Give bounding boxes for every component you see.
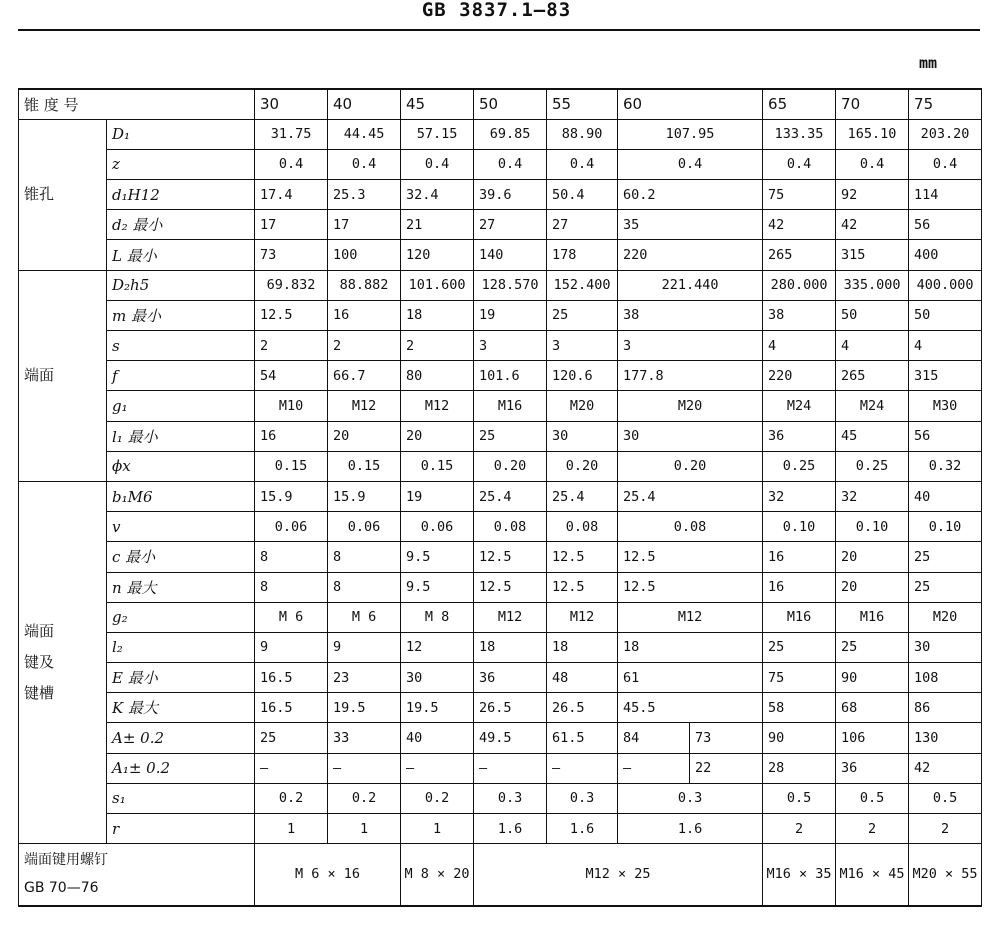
value-cell: 92: [836, 180, 909, 210]
parameter-label: L 最小: [107, 240, 255, 270]
column-header: 70: [836, 89, 909, 119]
value-cell: 203.20: [909, 119, 982, 149]
value-cell: 30: [401, 663, 474, 693]
value-cell: 30: [618, 421, 763, 451]
value-cell: 17: [328, 210, 401, 240]
screw-label: [19, 844, 255, 906]
table-row: [19, 391, 982, 421]
screw-spec-cell: M12 × 25: [474, 844, 763, 906]
value-cell: 48: [547, 663, 618, 693]
table-row: [19, 149, 982, 179]
parameter-label: c 最小: [107, 542, 255, 572]
value-cell: M12: [474, 602, 547, 632]
parameter-label: ϕx: [107, 451, 255, 481]
value-cell: 220: [763, 361, 836, 391]
parameter-label: f: [107, 361, 255, 391]
value-cell: 0.25: [836, 451, 909, 481]
value-cell: 25: [474, 421, 547, 451]
value-cell: 0.4: [328, 149, 401, 179]
value-cell: 25.4: [547, 481, 618, 511]
value-cell: M 6: [328, 602, 401, 632]
table-row: [19, 451, 982, 481]
value-cell: —: [474, 753, 547, 783]
value-cell: M 6: [255, 602, 328, 632]
parameter-label: d₂ 最小: [107, 210, 255, 240]
value-cell: 0.4: [836, 149, 909, 179]
value-cell: 18: [401, 300, 474, 330]
value-cell: 39.6: [474, 180, 547, 210]
parameter-label: d₁H12: [107, 180, 255, 210]
value-cell: 265: [836, 361, 909, 391]
value-cell: 0.15: [401, 451, 474, 481]
value-cell: 0.4: [255, 149, 328, 179]
value-cell: 73: [255, 240, 328, 270]
value-cell: 32: [836, 481, 909, 511]
group-label-line: 键及: [24, 653, 55, 672]
value-cell: 0.20: [618, 451, 763, 481]
value-cell: 38: [618, 300, 763, 330]
value-cell: 16: [328, 300, 401, 330]
value-cell: 130: [909, 723, 982, 753]
table-row: [19, 331, 982, 361]
value-cell: 0.25: [763, 451, 836, 481]
value-cell: 75: [763, 663, 836, 693]
value-cell: 0.10: [763, 512, 836, 542]
value-cell: 25: [909, 572, 982, 602]
value-cell: 9: [328, 632, 401, 662]
value-cell: 44.45: [328, 119, 401, 149]
value-cell: M 8: [401, 602, 474, 632]
value-cell: 26.5: [474, 693, 547, 723]
value-cell: 32.4: [401, 180, 474, 210]
value-cell: 16: [763, 542, 836, 572]
value-cell: 1.6: [474, 814, 547, 844]
value-cell: 106: [836, 723, 909, 753]
value-cell: 27: [474, 210, 547, 240]
value-cell: 8: [255, 572, 328, 602]
parameter-label: K 最大: [107, 693, 255, 723]
value-cell: 280.000: [763, 270, 836, 300]
screw-spec-cell: M 6 × 16: [255, 844, 401, 906]
value-cell: 68: [836, 693, 909, 723]
value-cell: M20: [618, 391, 763, 421]
value-cell: —: [547, 753, 618, 783]
value-cell: 16: [255, 421, 328, 451]
value-cell: 50: [836, 300, 909, 330]
column-header: 45: [401, 89, 474, 119]
parameter-label: z: [107, 149, 255, 179]
parameter-label: s₁: [107, 783, 255, 813]
value-cell: M12: [328, 391, 401, 421]
value-cell: 265: [763, 240, 836, 270]
table-row: [19, 602, 982, 632]
value-cell: 54: [255, 361, 328, 391]
group-label: 锥孔: [19, 119, 107, 270]
value-cell: M30: [909, 391, 982, 421]
value-cell: 36: [474, 663, 547, 693]
value-cell: 56: [909, 421, 982, 451]
value-cell: 20: [836, 542, 909, 572]
value-cell: 12: [401, 632, 474, 662]
value-cell: 8: [328, 542, 401, 572]
value-cell: 32: [763, 481, 836, 511]
value-cell: 20: [328, 421, 401, 451]
value-cell: 25: [836, 632, 909, 662]
value-cell: 1.6: [547, 814, 618, 844]
value-cell: 0.06: [328, 512, 401, 542]
value-cell: 0.2: [255, 783, 328, 813]
value-cell: 0.15: [328, 451, 401, 481]
table-row: [19, 512, 982, 542]
footer-row: [19, 844, 982, 906]
value-cell: 40: [909, 481, 982, 511]
value-cell: 20: [836, 572, 909, 602]
value-cell: 50.4: [547, 180, 618, 210]
value-cell: M16: [836, 602, 909, 632]
value-cell: 61.5: [547, 723, 618, 753]
value-cell: 36: [763, 421, 836, 451]
value-cell: 69.85: [474, 119, 547, 149]
value-cell: 12.5: [255, 300, 328, 330]
parameter-label: A₁± 0.2: [107, 753, 255, 783]
value-cell: —: [401, 753, 474, 783]
value-cell: 2: [401, 331, 474, 361]
table-row: [19, 481, 982, 511]
table-row: [19, 814, 982, 844]
value-cell: 9: [255, 632, 328, 662]
value-cell: 42: [836, 210, 909, 240]
group-label-line: 端面: [24, 622, 55, 641]
value-cell: 18: [474, 632, 547, 662]
value-cell: 0.4: [474, 149, 547, 179]
column-header: 65: [763, 89, 836, 119]
value-cell: M16: [474, 391, 547, 421]
screw-spec-cell: M16 × 35: [763, 844, 836, 906]
table-row: [19, 632, 982, 662]
value-cell: 73: [690, 723, 763, 753]
value-cell: 19.5: [328, 693, 401, 723]
screw-label-line: 端面键用螺钉: [24, 852, 108, 869]
value-cell: 0.10: [909, 512, 982, 542]
value-cell: 100: [328, 240, 401, 270]
screw-spec-cell: M 8 × 20: [401, 844, 474, 906]
group-label: [19, 481, 107, 843]
value-cell: 0.06: [401, 512, 474, 542]
value-cell: 3: [474, 331, 547, 361]
value-cell: —: [255, 753, 328, 783]
table-row: [19, 663, 982, 693]
value-cell: 30: [909, 632, 982, 662]
value-cell: 19: [401, 481, 474, 511]
value-cell: 8: [328, 572, 401, 602]
top-rule: [18, 29, 980, 31]
standard-title: GB 3837.1—83: [421, 0, 572, 21]
table-row: [19, 783, 982, 813]
value-cell: 3: [618, 331, 763, 361]
value-cell: 28: [763, 753, 836, 783]
value-cell: 90: [763, 723, 836, 753]
value-cell: 0.5: [909, 783, 982, 813]
value-cell: M20: [909, 602, 982, 632]
value-cell: 0.4: [618, 149, 763, 179]
column-header: 40: [328, 89, 401, 119]
value-cell: 75: [763, 180, 836, 210]
value-cell: 33: [328, 723, 401, 753]
value-cell: M12: [547, 602, 618, 632]
value-cell: 20: [401, 421, 474, 451]
table-header-row: [19, 89, 982, 119]
value-cell: M12: [401, 391, 474, 421]
value-cell: 16.5: [255, 663, 328, 693]
value-cell: 86: [909, 693, 982, 723]
value-cell: 50: [909, 300, 982, 330]
value-cell: 0.4: [401, 149, 474, 179]
value-cell: 26.5: [547, 693, 618, 723]
value-cell: 45: [836, 421, 909, 451]
value-cell: 315: [836, 240, 909, 270]
value-cell: 22: [690, 753, 763, 783]
value-cell: 9.5: [401, 542, 474, 572]
value-cell: 12.5: [618, 572, 763, 602]
value-cell: 49.5: [474, 723, 547, 753]
table-row: [19, 180, 982, 210]
value-cell: 120.6: [547, 361, 618, 391]
value-cell: 0.08: [547, 512, 618, 542]
value-cell: 25: [547, 300, 618, 330]
value-cell: 31.75: [255, 119, 328, 149]
value-cell: 4: [836, 331, 909, 361]
value-cell: 16: [763, 572, 836, 602]
value-cell: 152.400: [547, 270, 618, 300]
value-cell: 15.9: [255, 481, 328, 511]
value-cell: 25.4: [618, 481, 763, 511]
value-cell: 2: [328, 331, 401, 361]
table-row: [19, 572, 982, 602]
value-cell: 84: [618, 723, 690, 753]
value-cell: M24: [836, 391, 909, 421]
value-cell: 90: [836, 663, 909, 693]
value-cell: 108: [909, 663, 982, 693]
parameter-label: g₁: [107, 391, 255, 421]
column-header: 75: [909, 89, 982, 119]
value-cell: 38: [763, 300, 836, 330]
value-cell: 4: [763, 331, 836, 361]
value-cell: —: [618, 753, 690, 783]
value-cell: 9.5: [401, 572, 474, 602]
value-cell: 335.000: [836, 270, 909, 300]
value-cell: 165.10: [836, 119, 909, 149]
screw-spec-cell: M20 × 55: [909, 844, 982, 906]
value-cell: —: [328, 753, 401, 783]
value-cell: 0.5: [763, 783, 836, 813]
parameter-label: m 最小: [107, 300, 255, 330]
table-row: [19, 361, 982, 391]
table-row: [19, 693, 982, 723]
value-cell: 101.600: [401, 270, 474, 300]
value-cell: 18: [547, 632, 618, 662]
table-row: [19, 542, 982, 572]
value-cell: 35: [618, 210, 763, 240]
value-cell: 128.570: [474, 270, 547, 300]
parameter-label: v: [107, 512, 255, 542]
value-cell: M16: [763, 602, 836, 632]
unit-label: mm: [918, 54, 937, 72]
value-cell: 400: [909, 240, 982, 270]
value-cell: 0.5: [836, 783, 909, 813]
value-cell: 0.3: [474, 783, 547, 813]
table-row: [19, 240, 982, 270]
value-cell: 12.5: [474, 542, 547, 572]
value-cell: 114: [909, 180, 982, 210]
value-cell: 1: [401, 814, 474, 844]
table-row: [19, 723, 982, 753]
table-row: [19, 300, 982, 330]
value-cell: 66.7: [328, 361, 401, 391]
value-cell: 1: [255, 814, 328, 844]
value-cell: 18: [618, 632, 763, 662]
table-row: [19, 753, 982, 783]
value-cell: 4: [909, 331, 982, 361]
column-header: 50: [474, 89, 547, 119]
table-row: [19, 421, 982, 451]
value-cell: 2: [909, 814, 982, 844]
value-cell: 19.5: [401, 693, 474, 723]
value-cell: 0.32: [909, 451, 982, 481]
value-cell: 60.2: [618, 180, 763, 210]
group-label: 端面: [19, 270, 107, 481]
table-row: [19, 210, 982, 240]
value-cell: 0.15: [255, 451, 328, 481]
value-cell: 56: [909, 210, 982, 240]
taper-number-header: 锥 度 号: [19, 89, 255, 119]
parameter-label: D₂h5: [107, 270, 255, 300]
value-cell: 400.000: [909, 270, 982, 300]
value-cell: 42: [909, 753, 982, 783]
value-cell: 45.5: [618, 693, 763, 723]
column-header: 30: [255, 89, 328, 119]
value-cell: 178: [547, 240, 618, 270]
value-cell: 19: [474, 300, 547, 330]
parameter-label: b₁M6: [107, 481, 255, 511]
value-cell: M20: [547, 391, 618, 421]
value-cell: 23: [328, 663, 401, 693]
screw-label-line: GB 70—76: [24, 880, 99, 897]
value-cell: 88.90: [547, 119, 618, 149]
value-cell: 177.8: [618, 361, 763, 391]
value-cell: 17.4: [255, 180, 328, 210]
value-cell: 25.4: [474, 481, 547, 511]
value-cell: 12.5: [474, 572, 547, 602]
value-cell: 25.3: [328, 180, 401, 210]
value-cell: 12.5: [547, 542, 618, 572]
value-cell: 58: [763, 693, 836, 723]
value-cell: 12.5: [547, 572, 618, 602]
parameter-label: E 最小: [107, 663, 255, 693]
value-cell: 0.2: [401, 783, 474, 813]
value-cell: 15.9: [328, 481, 401, 511]
value-cell: 0.4: [763, 149, 836, 179]
value-cell: 315: [909, 361, 982, 391]
value-cell: 25: [763, 632, 836, 662]
value-cell: 3: [547, 331, 618, 361]
value-cell: 21: [401, 210, 474, 240]
screw-spec-cell: M16 × 45: [836, 844, 909, 906]
value-cell: 101.6: [474, 361, 547, 391]
value-cell: 88.882: [328, 270, 401, 300]
parameter-label: g₂: [107, 602, 255, 632]
value-cell: 0.2: [328, 783, 401, 813]
taper-spec-table: [18, 88, 982, 907]
value-cell: 0.20: [474, 451, 547, 481]
value-cell: M10: [255, 391, 328, 421]
table-row: [19, 119, 982, 149]
value-cell: 0.06: [255, 512, 328, 542]
table-row: [19, 270, 982, 300]
value-cell: 16.5: [255, 693, 328, 723]
value-cell: 0.10: [836, 512, 909, 542]
value-cell: 2: [763, 814, 836, 844]
value-cell: 120: [401, 240, 474, 270]
value-cell: 2: [255, 331, 328, 361]
parameter-label: r: [107, 814, 255, 844]
parameter-label: n 最大: [107, 572, 255, 602]
value-cell: 27: [547, 210, 618, 240]
column-header: 60: [618, 89, 763, 119]
value-cell: 25: [255, 723, 328, 753]
value-cell: 36: [836, 753, 909, 783]
value-cell: 220: [618, 240, 763, 270]
value-cell: 0.08: [618, 512, 763, 542]
value-cell: 2: [836, 814, 909, 844]
value-cell: 61: [618, 663, 763, 693]
value-cell: M24: [763, 391, 836, 421]
parameter-label: l₁ 最小: [107, 421, 255, 451]
column-header: 55: [547, 89, 618, 119]
value-cell: 69.832: [255, 270, 328, 300]
value-cell: 42: [763, 210, 836, 240]
value-cell: 1: [328, 814, 401, 844]
value-cell: 0.20: [547, 451, 618, 481]
value-cell: 17: [255, 210, 328, 240]
value-cell: 0.4: [909, 149, 982, 179]
parameter-label: l₂: [107, 632, 255, 662]
value-cell: 30: [547, 421, 618, 451]
value-cell: 80: [401, 361, 474, 391]
value-cell: M12: [618, 602, 763, 632]
parameter-label: D₁: [107, 119, 255, 149]
value-cell: 133.35: [763, 119, 836, 149]
value-cell: 8: [255, 542, 328, 572]
group-label-line: 键槽: [24, 684, 55, 703]
value-cell: 140: [474, 240, 547, 270]
value-cell: 0.08: [474, 512, 547, 542]
value-cell: 1.6: [618, 814, 763, 844]
value-cell: 40: [401, 723, 474, 753]
value-cell: 0.4: [547, 149, 618, 179]
parameter-label: s: [107, 331, 255, 361]
parameter-label: A± 0.2: [107, 723, 255, 753]
value-cell: 25: [909, 542, 982, 572]
value-cell: 57.15: [401, 119, 474, 149]
value-cell: 12.5: [618, 542, 763, 572]
value-cell: 107.95: [618, 119, 763, 149]
value-cell: 0.3: [618, 783, 763, 813]
value-cell: 0.3: [547, 783, 618, 813]
value-cell: 221.440: [618, 270, 763, 300]
